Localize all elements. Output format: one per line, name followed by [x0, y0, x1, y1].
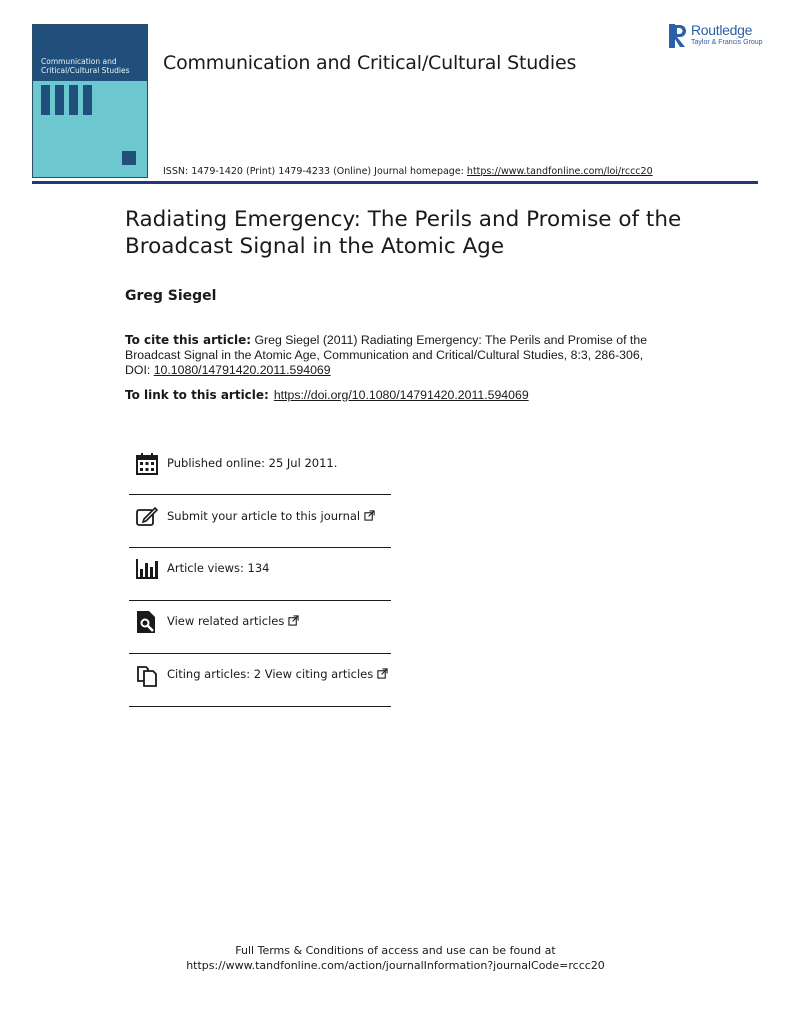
external-link-icon [377, 668, 388, 679]
external-link-icon [364, 510, 375, 521]
link-label: To link to this article: [125, 388, 269, 402]
article-views: Article views: 134 [167, 561, 270, 575]
header-rule [32, 181, 758, 184]
publisher-name: Routledge [691, 22, 753, 38]
cover-graphic [41, 81, 111, 119]
routledge-logo-icon [669, 24, 687, 48]
citation-block [125, 333, 665, 378]
citation-icon [135, 663, 159, 687]
bar-chart-icon [135, 557, 159, 581]
article-author[interactable]: Greg Siegel [125, 288, 217, 304]
footer-terms: Full Terms & Conditions of access and use can be found at [235, 944, 556, 957]
cite-text: Greg Siegel (2011) Radiating Emergency: The Perils and Promise of the Broadcast Signal in the Atomic Age, Communication and Critical/Cultural Studies, 8:3, 286-306, DOI: [125, 333, 648, 377]
calendar-icon [135, 452, 159, 476]
article-title: Radiating Emergency: The Perils and Promise of the Broadcast Signal in the Atomic Age [125, 207, 682, 259]
published-row [129, 452, 391, 492]
related-articles-row[interactable] [129, 610, 391, 650]
footer-url[interactable]: https://www.tandfonline.com/action/journalInformation?journalCode=rccc20 [186, 959, 605, 972]
journal-homepage-link[interactable]: https://www.tandfonline.com/loi/rccc20 [466, 166, 653, 177]
article-doi-url[interactable]: https://doi.org/10.1080/14791420.2011.594069 [273, 388, 529, 402]
citing-articles-link[interactable]: Citing articles: 2 View citing articles [167, 667, 388, 681]
related-articles-link[interactable]: View related articles [167, 614, 299, 628]
issn-text: ISSN: 1479-1420 (Print) 1479-4233 (Online) Journal homepage: [163, 166, 467, 177]
cite-label: To cite this article: [125, 333, 252, 347]
citing-articles-row[interactable] [129, 663, 391, 703]
issn-line [163, 166, 653, 177]
journal-cover[interactable] [32, 24, 148, 178]
cover-publisher-logo [122, 151, 136, 165]
divider [129, 547, 391, 548]
divider [129, 653, 391, 654]
footer [0, 943, 791, 973]
doi-link[interactable]: 10.1080/14791420.2011.594069 [153, 363, 331, 377]
submit-article-link[interactable]: Submit your article to this journal [167, 509, 375, 523]
article-views-row [129, 557, 391, 597]
submit-article-row[interactable] [129, 505, 391, 545]
divider [129, 494, 391, 495]
external-link-icon [288, 615, 299, 626]
published-date: Published online: 25 Jul 2011. [167, 456, 338, 470]
divider [129, 706, 391, 707]
document-search-icon [135, 610, 159, 634]
journal-title[interactable]: Communication and Critical/Cultural Studies [163, 52, 577, 74]
publisher-group: Taylor & Francis Group [691, 39, 763, 46]
divider [129, 600, 391, 601]
article-link-line [125, 388, 529, 402]
edit-icon [135, 505, 159, 529]
cover-title: Communication and Critical/Cultural Studies [41, 57, 130, 75]
